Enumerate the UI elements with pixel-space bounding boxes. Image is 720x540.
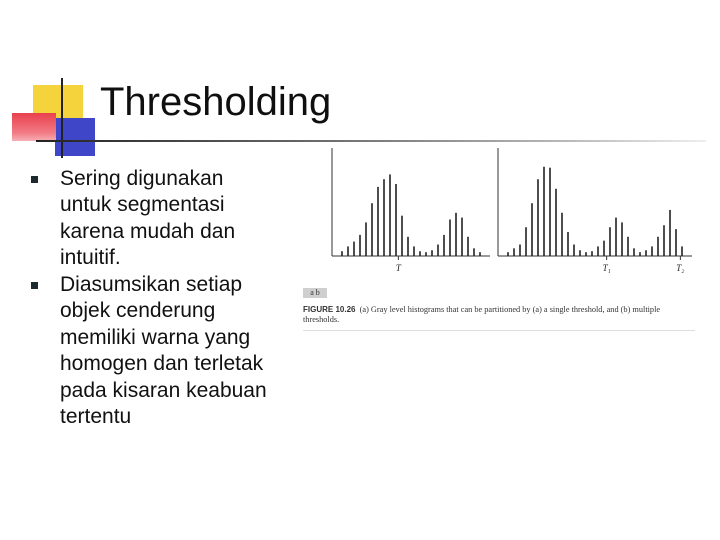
figure-caption-label: FIGURE 10.26 (303, 305, 356, 314)
square-bullet-icon (31, 176, 38, 183)
figure-caption (303, 305, 698, 325)
caption-rule (303, 330, 695, 331)
figure-panel-tag: a b (303, 288, 327, 298)
bullet-text: Sering digunakan untuk segmentasi karena mudah dan intuitif. (60, 167, 236, 270)
bullet-item (28, 166, 278, 272)
slide-title: Thresholding (100, 80, 332, 124)
bullet-list (28, 166, 278, 431)
bullet-item (28, 272, 278, 431)
deco-vertical-line (61, 78, 63, 158)
square-bullet-icon (31, 282, 38, 289)
threshold-label: T₁ (602, 263, 611, 273)
bullet-text: Diasumsikan setiap objek cenderung memiliki warna yang homogen dan terletak pada kisaran keabuan tertentu (60, 272, 267, 429)
title-underline (36, 140, 706, 142)
deco-red-bar (12, 113, 56, 141)
threshold-label: T₂ (676, 263, 685, 273)
threshold-label: T (395, 263, 401, 273)
figure-caption-text: (a) Gray level histograms that can be partitioned by (a) a single threshold, and (b) multiple thresholds. (303, 305, 661, 324)
